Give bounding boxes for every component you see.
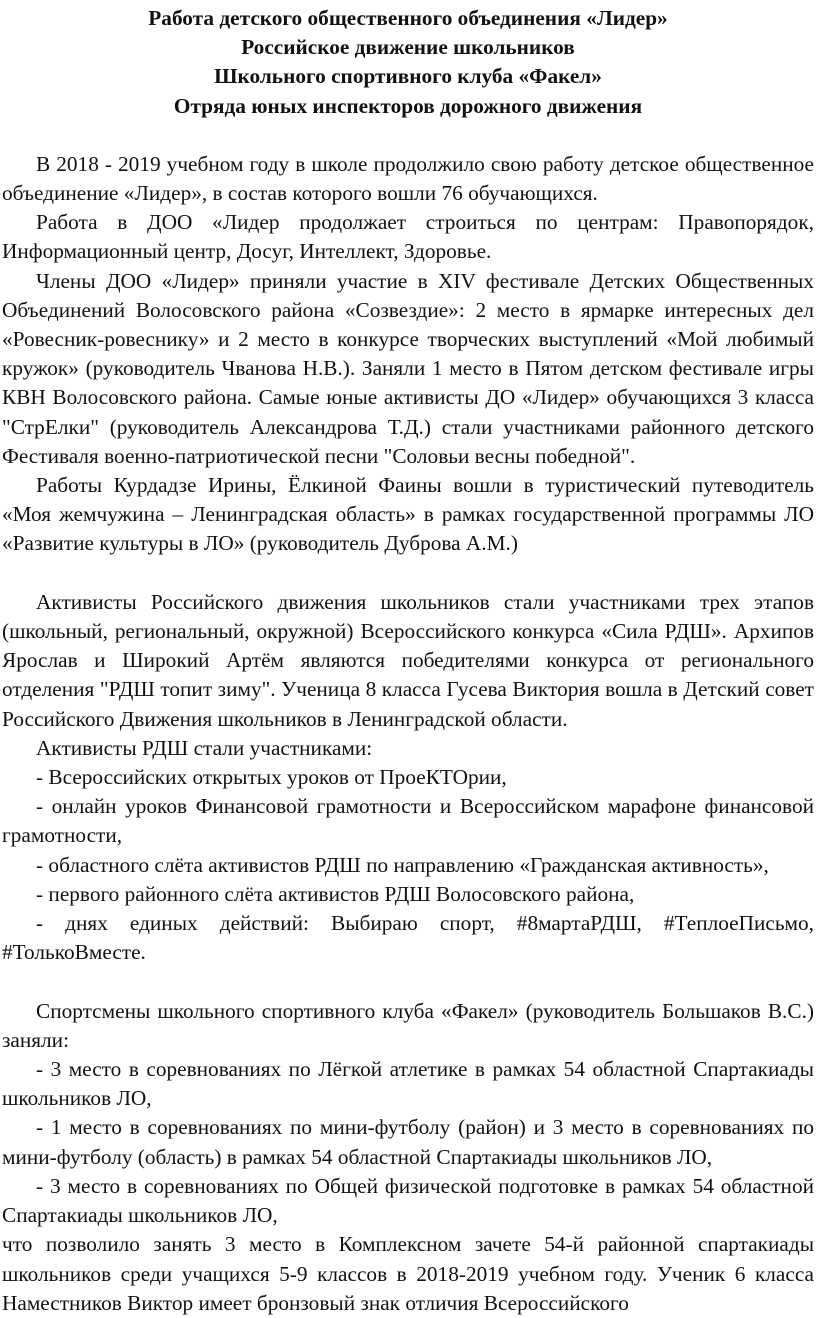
paragraph-lider-centers: Работа в ДОО «Лидер продолжает строиться по центрам: Правопорядок, Информационный центр, Досуг, Интеллект, Здоровье. — [2, 210, 814, 264]
header-title-line-2: Российское движение школьников — [241, 35, 575, 60]
list-item-rdsh: - областного слёта активистов РДШ по направлению «Гражданская активность», — [36, 852, 769, 877]
header-title-line-3: Школьного спортивного клуба «Факел» — [214, 64, 602, 89]
paragraph-sports-result: что позволило занять 3 место в Комплексном зачете 54-й районной спартакиады школьников среди учащихся 5-9 классов в 2018-2019 учебном году. Ученик 6 класса Наместников Виктор имеет бронзовый знак отличия Всероссийского — [2, 1232, 814, 1315]
list-item-sports: - 3 место в соревнованиях по Лёгкой атлетике в рамках 54 областной Спартакиады школьников ЛО, — [2, 1057, 814, 1111]
list-item-rdsh: - Всероссийских открытых уроков от ПроеКТОрии, — [36, 765, 507, 790]
paragraph-gap — [2, 967, 814, 996]
list-item-sports: - 3 место в соревнованиях по Общей физической подготовке в рамках 54 областной Спартакиады школьников ЛО, — [2, 1173, 814, 1228]
list-item-rdsh: - первого районного слёта активистов РДШ Волосовского района, — [36, 881, 635, 906]
paragraph-lider-guidebook: Работы Курдадзе Ирины, Ёлкиной Фаины вошли в туристический путеводитель «Моя жемчужина – Ленинградская область» в рамках государственной программы ЛО «Развитие культуры в ЛО» (руководитель Дуброва А.М.) — [2, 473, 814, 556]
list-item-rdsh: - онлайн уроков Финансовой грамотности и Всероссийском марафоне финансовой грамотности, — [2, 794, 814, 848]
paragraph-sports-club: Спортсмены школьного спортивного клуба «Факел» (руководитель Большаков В.С.) заняли: — [2, 998, 814, 1052]
paragraph-lider-festival: Члены ДОО «Лидер» приняли участие в XIV фестивале Детских Общественных Объединений Волосовского района «Созвездие»: 2 место в ярмарке интересных дел «Ровесник-ровеснику» и 2 место в конкурсе творческих выступлений «Мой любимый кружок» (руководитель Чванова Н.В.). Заняли 1 место в Пятом детском фестивале игры КВН Волосовского района. Самые юные активисты ДО «Лидер» обучающихся 3 класса "СтрЕлки" (руководитель Александрова Т.Д.) стали участниками районного детского Фестиваля военно-патриотической песни "Соловьи весны победной". — [2, 268, 814, 468]
list-item-sports: - 1 место в соревнованиях по мини-футболу (район) и 3 место в соревнованиях по мини-футболу (область) в рамках 54 областной Спартакиады школьников ЛО, — [2, 1115, 814, 1169]
list-item-rdsh: - днях единых действий: Выбираю спорт, #8мартаРДШ, #ТеплоеПисьмо, #ТолькоВместе. — [2, 911, 814, 965]
paragraph-rdsh-contest: Активисты Российского движения школьников стали участниками трех этапов (школьный, региональный, окружной) Всероссийского конкурса «Сила РДШ». Архипов Ярослав и Широкий Артём являются победителями конкурса от регионального отделения "РДШ топит зиму". Ученица 8 класса Гусева Виктория вошла в Детский совет Российского Движения школьников в Ленинградской области. — [2, 589, 814, 731]
paragraph-gap — [2, 559, 814, 588]
header-title-line-1: Работа детского общественного объединения «Лидер» — [148, 6, 668, 30]
paragraph-lider-intro: В 2018 - 2019 учебном году в школе продолжило свою работу детское общественное объединение «Лидер», в состав которого вошли 76 обучающихся. — [2, 151, 814, 206]
document-header — [2, 4, 814, 121]
header-title-line-4: Отряда юных инспекторов дорожного движения — [173, 93, 643, 118]
paragraph-rdsh-participants: Активисты РДШ стали участниками: — [36, 735, 373, 760]
